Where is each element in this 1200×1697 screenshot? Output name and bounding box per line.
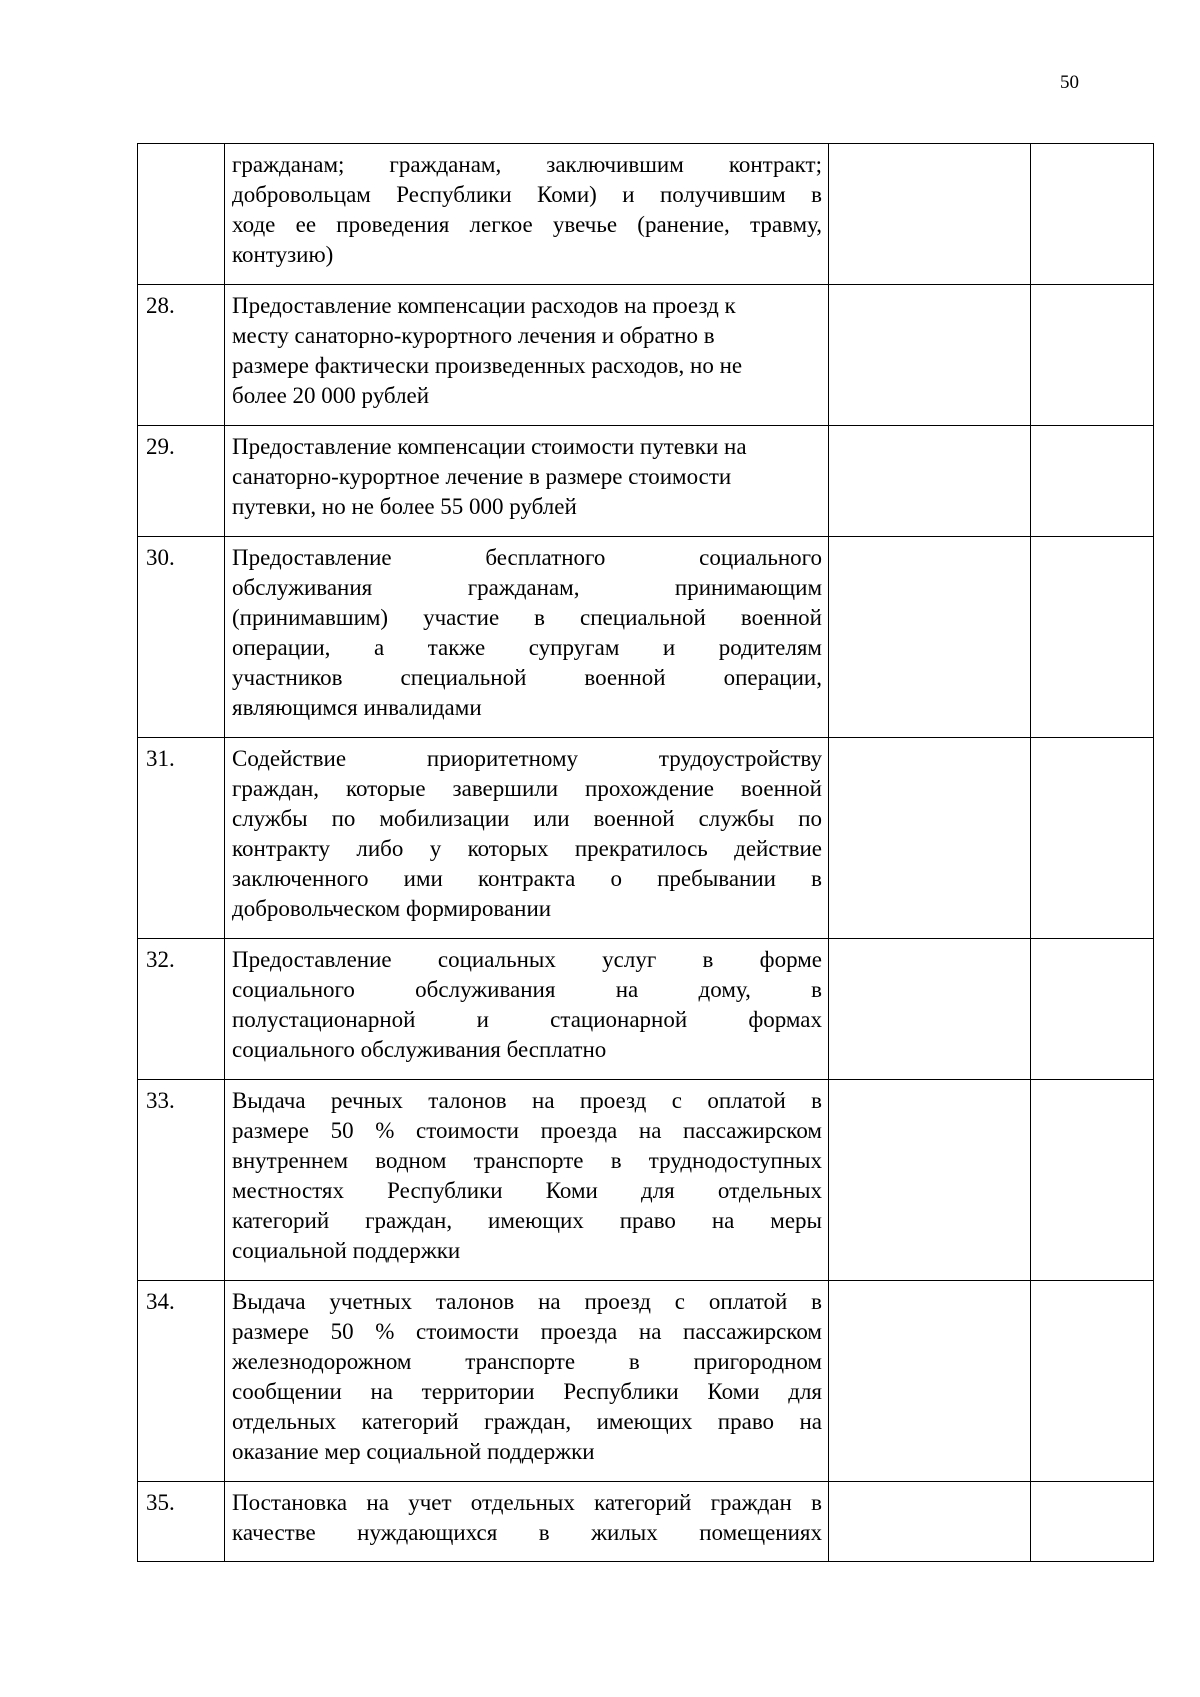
row-number-cell — [138, 426, 225, 537]
description-line: путевки, но не более 55 000 рублей — [232, 494, 577, 519]
row-number: 33. — [146, 1088, 175, 1113]
empty-cell-column-4 — [1031, 738, 1154, 939]
description-line: социальной поддержки — [232, 1238, 461, 1263]
description-line: более 20 000 рублей — [232, 383, 430, 408]
row-number: 28. — [146, 293, 175, 318]
empty-cell-column-4 — [1031, 144, 1154, 285]
table-row — [138, 426, 1154, 537]
description-line: качестве нуждающихся в жилых помещениях — [232, 1520, 822, 1545]
row-description-cell — [225, 1080, 829, 1281]
description-line: железнодорожном транспорте в пригородном — [232, 1349, 822, 1374]
row-description-cell — [225, 537, 829, 738]
row-number-cell — [138, 1482, 225, 1562]
description-line: санаторно-курортное лечение в размере стоимости — [232, 464, 732, 489]
row-description-cell — [225, 1482, 829, 1562]
table-row — [138, 939, 1154, 1080]
row-number-cell — [138, 939, 225, 1080]
row-number-cell — [138, 1281, 225, 1482]
row-number: 32. — [146, 947, 175, 972]
row-description-cell — [225, 285, 829, 426]
empty-cell-column-4 — [1031, 537, 1154, 738]
row-number-cell — [138, 1080, 225, 1281]
description-line: контузию) — [232, 242, 334, 267]
description-line: социального обслуживания на дому, в — [232, 977, 822, 1002]
table-row — [138, 285, 1154, 426]
description-line: полустационарной и стационарной формах — [232, 1007, 822, 1032]
empty-cell-column-3 — [829, 738, 1031, 939]
empty-cell-column-4 — [1031, 285, 1154, 426]
description-line: категорий граждан, имеющих право на меры — [232, 1208, 822, 1233]
empty-cell-column-4 — [1031, 1482, 1154, 1562]
description-line: размере 50 % стоимости проезда на пассажирском — [232, 1118, 822, 1143]
empty-cell-column-3 — [829, 144, 1031, 285]
row-number: 30. — [146, 545, 175, 570]
table-row — [138, 537, 1154, 738]
row-number: 29. — [146, 434, 175, 459]
row-number: 31. — [146, 746, 175, 771]
description-line: месту санаторно-курортного лечения и обратно в — [232, 323, 715, 348]
description-line: Выдача учетных талонов на проезд с оплатой в — [232, 1289, 822, 1314]
empty-cell-column-3 — [829, 285, 1031, 426]
description-line: операции, а также супругам и родителям — [232, 635, 822, 660]
description-line: службы по мобилизации или военной службы по — [232, 806, 822, 831]
row-description-cell — [225, 426, 829, 537]
row-number-cell — [138, 144, 225, 285]
description-line: добровольческом формировании — [232, 896, 552, 921]
row-number: 34. — [146, 1289, 175, 1314]
empty-cell-column-3 — [829, 939, 1031, 1080]
empty-cell-column-3 — [829, 1482, 1031, 1562]
description-line: Постановка на учет отдельных категорий граждан в — [232, 1490, 822, 1515]
description-line: являющимся инвалидами — [232, 695, 482, 720]
description-line: Содействие приоритетному трудоустройству — [232, 746, 822, 771]
description-line: отдельных категорий граждан, имеющих право на — [232, 1409, 822, 1434]
row-number: 35. — [146, 1490, 175, 1515]
empty-cell-column-4 — [1031, 1281, 1154, 1482]
row-description-cell — [225, 1281, 829, 1482]
description-line: (принимавшим) участие в специальной военной — [232, 605, 822, 630]
description-line: участников специальной военной операции, — [232, 665, 822, 690]
table-row — [138, 1080, 1154, 1281]
description-line: граждан, которые завершили прохождение военной — [232, 776, 822, 801]
description-line: Предоставление бесплатного социального — [232, 545, 822, 570]
description-line: Выдача речных талонов на проезд с оплатой в — [232, 1088, 822, 1113]
description-line: внутреннем водном транспорте в труднодоступных — [232, 1148, 822, 1173]
description-line: размере 50 % стоимости проезда на пассажирском — [232, 1319, 822, 1344]
row-description-cell — [225, 144, 829, 285]
empty-cell-column-3 — [829, 1080, 1031, 1281]
description-line: Предоставление компенсации расходов на проезд к — [232, 293, 736, 318]
row-description-cell — [225, 738, 829, 939]
description-line: местностях Республики Коми для отдельных — [232, 1178, 822, 1203]
description-line: оказание мер социальной поддержки — [232, 1439, 595, 1464]
page-number: 50 — [1060, 72, 1079, 93]
description-line: обслуживания гражданам, принимающим — [232, 575, 822, 600]
row-number-cell — [138, 738, 225, 939]
row-number-cell — [138, 285, 225, 426]
table-row — [138, 144, 1154, 285]
table-body — [138, 144, 1154, 1562]
description-line: контракту либо у которых прекратилось действие — [232, 836, 822, 861]
description-line: социального обслуживания бесплатно — [232, 1037, 607, 1062]
description-line: добровольцам Республики Коми) и получившим в — [232, 182, 822, 207]
description-line: размере фактически произведенных расходов, но не — [232, 353, 743, 378]
table-row — [138, 1482, 1154, 1562]
empty-cell-column-3 — [829, 426, 1031, 537]
services-table — [137, 143, 1154, 1562]
empty-cell-column-4 — [1031, 426, 1154, 537]
description-line: заключенного ими контракта о пребывании в — [232, 866, 822, 891]
description-line: Предоставление социальных услуг в форме — [232, 947, 822, 972]
description-line: гражданам; гражданам, заключившим контракт; — [232, 152, 822, 177]
table-row — [138, 1281, 1154, 1482]
row-description-cell — [225, 939, 829, 1080]
empty-cell-column-3 — [829, 1281, 1031, 1482]
description-line: сообщении на территории Республики Коми для — [232, 1379, 822, 1404]
description-line: ходе ее проведения легкое увечье (ранение, травму, — [232, 212, 822, 237]
description-line: Предоставление компенсации стоимости путевки на — [232, 434, 747, 459]
empty-cell-column-3 — [829, 537, 1031, 738]
table-row — [138, 738, 1154, 939]
row-number-cell — [138, 537, 225, 738]
empty-cell-column-4 — [1031, 1080, 1154, 1281]
empty-cell-column-4 — [1031, 939, 1154, 1080]
